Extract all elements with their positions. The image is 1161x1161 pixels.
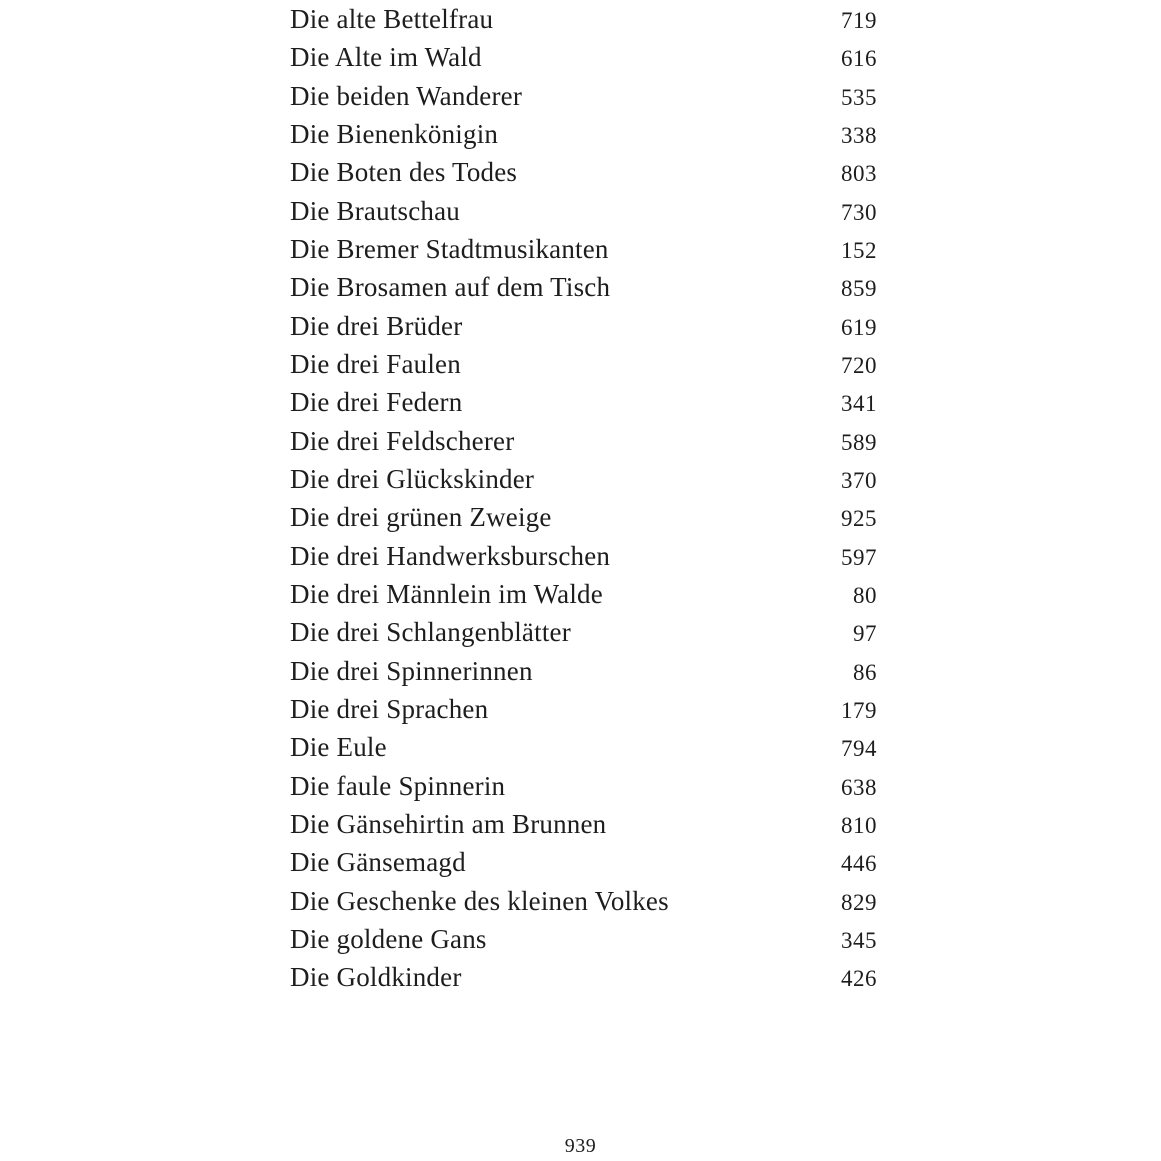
toc-entry-title: Die drei Feldscherer xyxy=(290,425,515,456)
toc-entry-title: Die Gänsemagd xyxy=(290,847,466,878)
toc-row xyxy=(290,843,877,881)
toc-entry-page: 730 xyxy=(841,199,877,225)
toc-entry-title: Die goldene Gans xyxy=(290,923,487,954)
toc-entry-page: 152 xyxy=(841,237,877,263)
toc-entry-page: 619 xyxy=(841,314,877,340)
toc-entry-page: 345 xyxy=(841,927,877,953)
toc-entry-title: Die drei Handwerksburschen xyxy=(290,540,611,571)
toc-entry-title: Die Eule xyxy=(290,732,387,763)
toc-row xyxy=(290,652,877,690)
toc-row xyxy=(290,230,877,268)
toc-row xyxy=(290,882,877,920)
toc-entry-page: 794 xyxy=(841,736,877,762)
toc-entry-title: Die Geschenke des kleinen Volkes xyxy=(290,885,669,916)
toc-entry-page: 80 xyxy=(853,582,877,608)
toc-entry-page: 179 xyxy=(841,697,877,723)
toc-entry-page: 86 xyxy=(853,659,877,685)
toc-entry-page: 589 xyxy=(841,429,877,455)
toc-entry-title: Die Goldkinder xyxy=(290,962,462,993)
toc-entry-title: Die alte Bettelfrau xyxy=(290,4,494,34)
toc-entry-title: Die drei Spinnerinnen xyxy=(290,655,533,686)
toc-entry-title: Die Boten des Todes xyxy=(290,157,518,188)
toc-entry-title: Die Brosamen auf dem Tisch xyxy=(290,272,611,303)
toc-entry-title: Die drei grünen Zweige xyxy=(290,502,552,533)
toc-row xyxy=(290,805,877,843)
toc-list xyxy=(290,0,877,997)
toc-row xyxy=(290,77,877,115)
toc-row xyxy=(290,728,877,766)
toc-row xyxy=(290,192,877,230)
toc-entry-title: Die Gänsehirtin am Brunnen xyxy=(290,808,607,839)
toc-entry-title: Die Alte im Wald xyxy=(290,42,482,73)
toc-row xyxy=(290,575,877,613)
toc-entry-page: 597 xyxy=(841,544,877,570)
toc-entry-page: 925 xyxy=(841,506,877,532)
toc-entry-page: 426 xyxy=(841,966,877,992)
toc-row xyxy=(290,307,877,345)
toc-entry-title: Die drei Männlein im Walde xyxy=(290,578,603,609)
toc-entry-title: Die drei Schlangenblätter xyxy=(290,617,571,648)
toc-entry-page: 97 xyxy=(853,621,877,647)
toc-entry-page: 446 xyxy=(841,851,877,877)
toc-row xyxy=(290,38,877,76)
toc-entry-page: 616 xyxy=(841,46,877,72)
toc-entry-title: Die drei Faulen xyxy=(290,348,461,379)
toc-row xyxy=(290,383,877,421)
toc-entry-title: Die faule Spinnerin xyxy=(290,770,506,801)
toc-row xyxy=(290,345,877,383)
toc-entry-title: Die beiden Wanderer xyxy=(290,80,523,111)
toc-entry-title: Die drei Glückskinder xyxy=(290,463,535,494)
toc-entry-page: 803 xyxy=(841,161,877,187)
toc-row xyxy=(290,115,877,153)
toc-entry-page: 341 xyxy=(841,391,877,417)
toc-entry-page: 829 xyxy=(841,889,877,915)
toc-row xyxy=(290,920,877,958)
toc-entry-page: 370 xyxy=(841,467,877,493)
toc-row xyxy=(290,0,877,38)
toc-entry-title: Die drei Sprachen xyxy=(290,693,489,724)
toc-row xyxy=(290,767,877,805)
toc-row xyxy=(290,498,877,536)
toc-entry-title: Die drei Federn xyxy=(290,387,463,418)
toc-entry-page: 719 xyxy=(841,8,877,33)
toc-entry-page: 810 xyxy=(841,812,877,838)
toc-entry-page: 535 xyxy=(841,84,877,110)
toc-row xyxy=(290,537,877,575)
toc-entry-title: Die drei Brüder xyxy=(290,310,463,341)
toc-row xyxy=(290,422,877,460)
toc-entry-page: 638 xyxy=(841,774,877,800)
toc-entry-page: 338 xyxy=(841,122,877,148)
toc-row xyxy=(290,268,877,306)
toc-entry-title: Die Brautschau xyxy=(290,195,460,226)
toc-entry-title: Die Bremer Stadtmusikanten xyxy=(290,233,609,264)
toc-row xyxy=(290,613,877,651)
toc-entry-page: 859 xyxy=(841,276,877,302)
page-number: 939 xyxy=(564,1135,597,1157)
toc-entry-title: Die Bienenkönigin xyxy=(290,118,499,149)
toc-row xyxy=(290,153,877,191)
toc-row xyxy=(290,958,877,996)
toc-row xyxy=(290,460,877,498)
toc-row xyxy=(290,690,877,728)
toc-entry-page: 720 xyxy=(841,352,877,378)
